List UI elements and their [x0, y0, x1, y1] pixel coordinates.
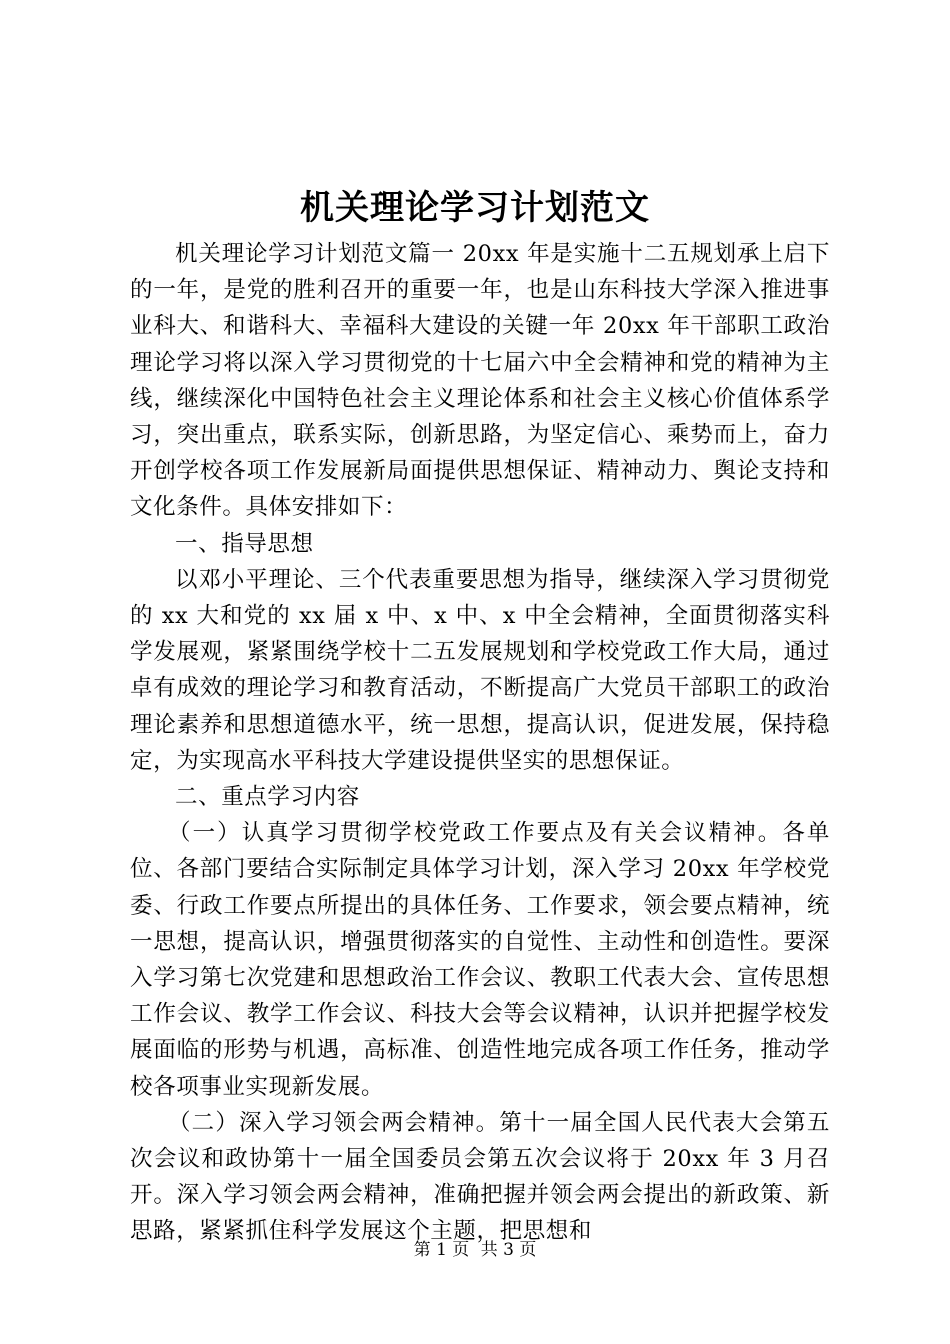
guiding-ideology-paragraph: 以邓小平理论、三个代表重要思想为指导，继续深入学习贯彻党的 xx 大和党的 xx 届 x 中、x 中、x 中全会精神，全面贯彻落实科学发展观，紧紧围绕学校十二五发展规划和学校党政工作大局，通过卓有成效的理论学习和教育活动，不断提高广大党员干部职工的政治理论素养和思想道德水平，统一思想，提高认识，促进发展，保持稳定，为实现高水平科技大学建设提供坚实的思想保证。 — [130, 566, 830, 774]
section-heading-guiding-ideology: 一、指导思想 — [175, 530, 314, 557]
document-body — [130, 236, 830, 1250]
document-title: 机关理论学习计划范文 — [300, 188, 650, 228]
intro-paragraph: 机关理论学习计划范文篇一 20xx 年是实施十二五规划承上启下的一年，是党的胜利召开的重要一年，也是山东科技大学深入推进事业科大、和谐科大、幸福科大建设的关键一年 20xx 年干部职工政治理论学习将以深入学习贯彻党的十七届六中全会精神和党的精神为主线，继续深化中国特色社会主义理论体系和社会主义核心价值体系学习，突出重点，联系实际，创新思路，为坚定信心、乘势而上，奋力开创学校各项工作发展新局面提供思想保证、精神动力、舆论支持和文化条件。具体安排如下： — [130, 241, 830, 521]
page-number: 第 1 页 — [413, 1240, 470, 1260]
page-footer — [0, 1238, 950, 1262]
section-heading-key-content: 二、重点学习内容 — [175, 784, 360, 811]
page-total: 共 3 页 — [480, 1240, 537, 1260]
key-content-item-1: （一）认真学习贯彻学校党政工作要点及有关会议精神。各单位、各部门要结合实际制定具体学习计划，深入学习 20xx 年学校党委、行政工作要点所提出的具体任务、工作要求，领会要点精神，统一思想，提高认识，增强贯彻落实的自觉性、主动性和创造性。要深入学习第七次党建和思想政治工作会议、教职工代表大会、宣传思想工作会议、教学工作会议、科技大会等会议精神，认识并把握学校发展面临的形势与机遇，高标准、创造性地完成各项工作任务，推动学校各项事业实现新发展。 — [130, 820, 830, 1100]
key-content-item-2: （二）深入学习领会两会精神。第十一届全国人民代表大会第五次会议和政协第十一届全国委员会第五次会议将于 20xx 年 3 月召开。深入学习领会两会精神，准确把握并领会两会提出的新政策、新思路，紧紧抓住科学发展这个主题，把思想和 — [130, 1109, 830, 1245]
